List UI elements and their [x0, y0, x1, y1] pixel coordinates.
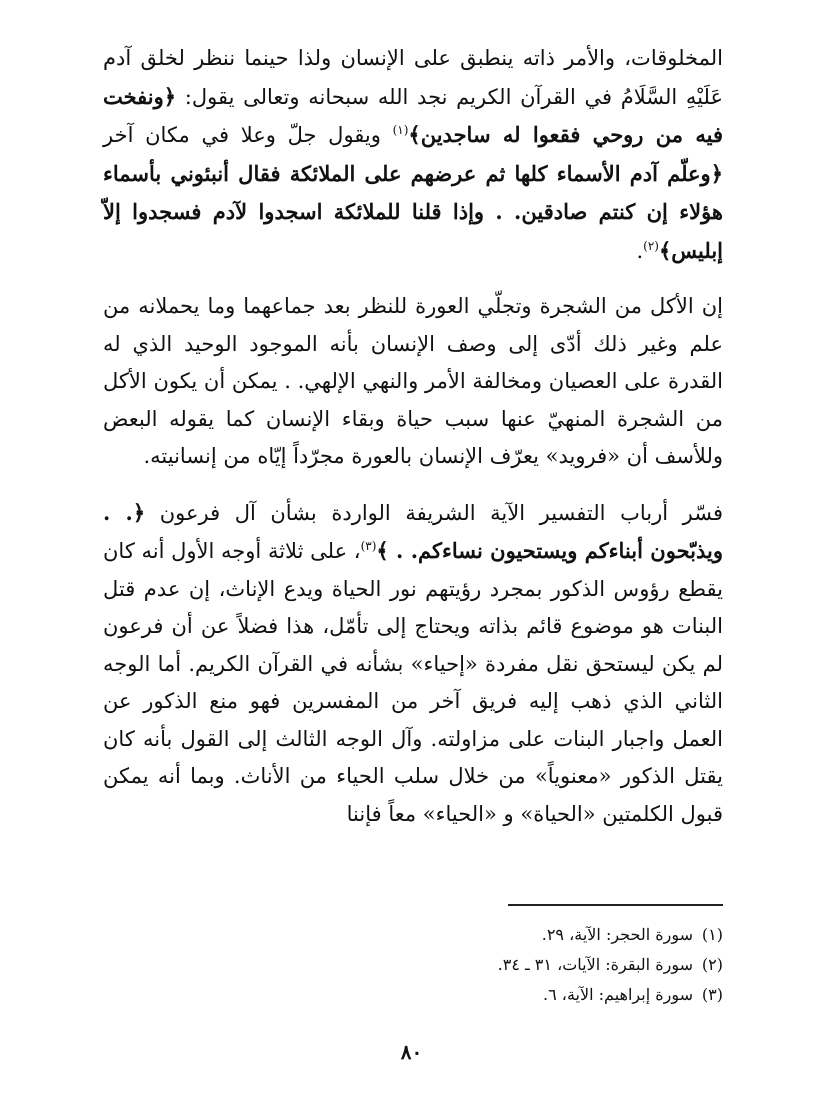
page-number: ٨٠	[400, 1040, 423, 1064]
paragraph-2	[103, 288, 723, 476]
footnotes	[323, 920, 723, 1010]
footnote-number: (٢)	[701, 955, 723, 974]
quran-verse: ﴿ونفخت فيه من روحي فقعوا له ساجدين﴾	[103, 83, 723, 147]
footnote-number: (٣)	[701, 985, 723, 1004]
quran-verse: ﴿وعلّم آدم الأسماء كلها ثم عرضهم على الملائكة فقال أنبئوني بأسماء هؤلاء إن كنتم صادقين. . وإذا قلنا للملائكة اسجدوا لآدم فسجدوا إلاّ إبليس﴾	[103, 160, 723, 263]
footnote-number: (١)	[701, 925, 723, 944]
paragraph-3	[103, 494, 723, 834]
footnote-ref-3[interactable]: (٣)	[360, 539, 377, 553]
footnote-separator	[508, 904, 723, 906]
paragraph-3-seg-0: فسّر أرباب التفسير الآية الشريفة الواردة بشأن آل فرعون	[145, 500, 723, 525]
footnote-1	[323, 920, 723, 950]
footnote-text: سورة الحجر: الآية، ٢٩.	[541, 925, 693, 944]
page-body	[103, 40, 723, 851]
footnote-ref-1[interactable]: (١)	[392, 123, 409, 137]
quran-verse: ﴿. . ويذبّحون أبناءكم ويستحيون نساءكم. . ﴾	[103, 499, 723, 563]
paragraph-3-seg-3: ، على ثلاثة أوجه الأول أنه كان يقطع رؤوس الذكور بمجرد رؤيتهم نور الحياة ويدع الإناث، إن عدم قتل البنات هو موضوع قائم بذاته ويحتاج إلى تأمّل، هذا فضلاً عن أن فرعون لم يكن ليستحق نقل مفردة «إحياء» بشأنه في القرآن الكريم. أما الوجه الثاني الذي ذهب إليه فريق آخر من المفسرين فهو منع الذكور عن العمل واجبار البنات على مزاولته. وآل الوجه الثالث إلى القول بأنه كان يقتل الذكور «معنوياً» من خلال سلب الحياء من الأناث. وبما أنه يمكن قبول الكلمتين «الحياة» و «الحياء» معاً فإننا	[103, 539, 723, 826]
footnote-2	[323, 950, 723, 980]
footnote-ref-2[interactable]: (٢)	[643, 238, 659, 253]
paragraph-1-seg-6: .	[636, 238, 644, 263]
paragraph-1	[103, 40, 723, 270]
footnote-3	[323, 980, 723, 1010]
paragraph-1-seg-3: ويقول جلّ وعلا في مكان آخر	[103, 123, 393, 147]
paragraph-1-seg-0: المخلوقات، والأمر ذاته ينطبق على الإنسان ولذا حينما ننظر لخلق آدم عَلَيْهِ السَّلَامُ في القرآن الكريم نجد الله سبحانه وتعالى يقول:	[103, 46, 723, 109]
footnote-text: سورة إبراهيم: الآية، ٦.	[543, 985, 693, 1004]
footnote-text: سورة البقرة: الآيات، ٣١ ـ ٣٤.	[497, 955, 693, 974]
paragraph-2-seg-0: إن الأكل من الشجرة وتجلّي العورة للنظر بعد جماعهما وما يحملانه من علم وغير ذلك أدّى إلى وصف الإنسان بأنه الموجود الوحيد الذي له القدرة على العصيان ومخالفة الأمر والنهي الإلهي. . يمكن أن يكون الأكل من الشجرة المنهيّ عنها سبب حياة وبقاء الإنسان كما يقوله البعض وللأسف أن «فرويد» يعرّف الإنسان بالعورة مجرّداً إيّاه من إنسانيته.	[103, 294, 723, 468]
